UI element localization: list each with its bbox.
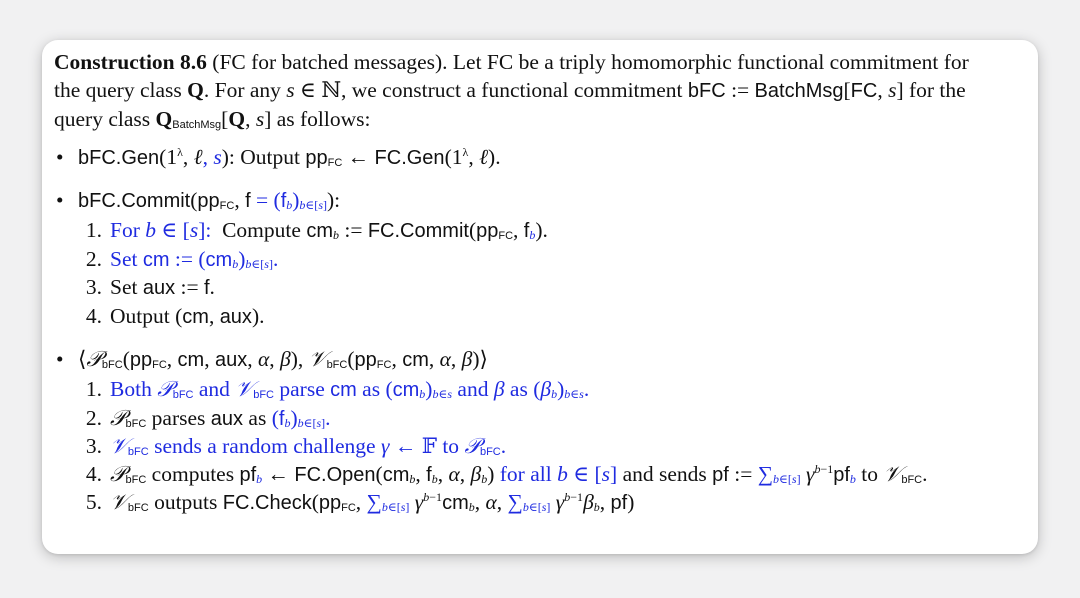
construction-card [42,40,1038,554]
protocol-step-4: 4. 𝒫$_{bFC}$ computes $pf_b$ ← $FC.Open(cm_b$, $f_b$, α, $\beta_b$) for all b ∈ [s] and sends pf := $\sum_{b\in[s]}$ $\gamma^{b-1}pf_b$ to 𝒱$_{bFC}$. [85,461,928,487]
construction-title: (FC for batched messages). [212,50,448,74]
protocol-step-5: 5. 𝒱$_{bFC}$ outputs $FC.Check(pp_{FC}$, $\sum_{b\in[s]}$ $\gamma^{b-1}cm_b$, α, $\sum_{b\in[s]}$ $\gamma^{b-1}\beta_b$, pf) [85,490,635,515]
commit-steps [54,217,1028,331]
protocol-step-1: 1. Both 𝒫$_{bFC}$ and 𝒱$_{bFC}$ parse cm as $(cm_b)_{b\in s}$ and β as $(\beta_b)_{b\in s}$. [85,377,590,402]
protocol-steps [54,376,1028,518]
intro-line-3: query class $Q_{BatchMsg}[Q$, s] as follows: [54,107,371,131]
commit-step-3: 3. Set aux := f. [85,275,215,299]
intro-line-2: the query class Q. For any s ∈ ℕ, we construct a functional commitment bFC := BatchMsg[FC, s] for the [54,78,966,102]
commit-step-4: 4. Output (cm, aux). [85,303,265,328]
commit-step-1: 1. For b ∈ [s]: Compute $cm_b$ := $FC.Commit(pp_{FC}$, $f_b$). [85,218,548,242]
protocol-head: $⟨𝒫_{bFC}(pp_{FC}$, cm, aux, α, β), $𝒱_{bFC}(pp_{FC}$, cm, α, β)⟩ [78,347,488,372]
construction-label: Construction 8.6 [54,50,207,74]
protocol-step-3: 3. 𝒱$_{bFC}$ sends a random challenge γ ← 𝔽 to 𝒫$_{bFC}$. [85,434,507,459]
intro-line-1: Let FC be a triply homomorphic functional commitment for [452,50,969,74]
protocol-bullet: • $⟨𝒫_{bFC}(pp_{FC}$, cm, aux, α, β), $𝒱_{bFC}(pp_{FC}$, cm, α, β)⟩ 1. Both 𝒫$_{bFC}$ and 𝒱$_{bFC}$ parse cm as $(cm_b)_{b\in s}$ and β as $(\beta_b)_{b\in s}$. 2. 𝒫$_{bFC}$ parses aux as $(f_b)_{b\in[s]}$. 3. 𝒱$_{bFC}$ sends a random challenge γ ← 𝔽 to 𝒫$_{bFC}$. 4. 𝒫$_{bFC}$ computes $pf_b$ ← $FC.Open(cm_b$, $f_b$, α, $\beta_b$) for all b ∈ [s] and sends pf := $\sum_{b\in[s]}$ $\gamma^{b-1}pf_b$ to 𝒱$_{bFC}$. 5. 𝒱$_{bFC}$ outputs $FC.Check(pp_{FC}$, $\sum_{b\in[s]}$ $\gamma^{b-1}cm_b$, α, $\sum_{b\in[s]}$ $\gamma^{b-1}\beta_b$, pf) [54,345,1028,518]
gen-bullet: • $bFC.Gen(1^\lambda$, ℓ, s): Output $pp_{FC}$ ← $FC.Gen(1^\lambda$, ℓ). [54,143,1028,172]
construction-intro [54,48,1028,133]
gen-algorithm: $bFC.Gen(1^\lambda$, ℓ, s): Output $pp_{FC}$ ← $FC.Gen(1^\lambda$, ℓ). [78,145,501,169]
protocol-step-2: 2. 𝒫$_{bFC}$ parses aux as $(f_b)_{b\in[s]}$. [85,405,331,431]
commit-step-2: 2. Set cm := $(cm_b)_{b\in[s]}$. [85,246,279,271]
commit-bullet: • $bFC.Commit(pp_{FC}$, $f = (f_b)_{b\in[s]}$): 1. For b ∈ [s]: Compute $cm_b$ := $FC.Commit(pp_{FC}$, $f_b$). 2. Set cm := $(cm_b)_{b\in[s]}$. 3. Set aux := f. 4. Output (cm, aux). [54,186,1028,331]
commit-algorithm: $bFC.Commit(pp_{FC}$, $f = (f_b)_{b\in[s]}$): [78,188,341,212]
